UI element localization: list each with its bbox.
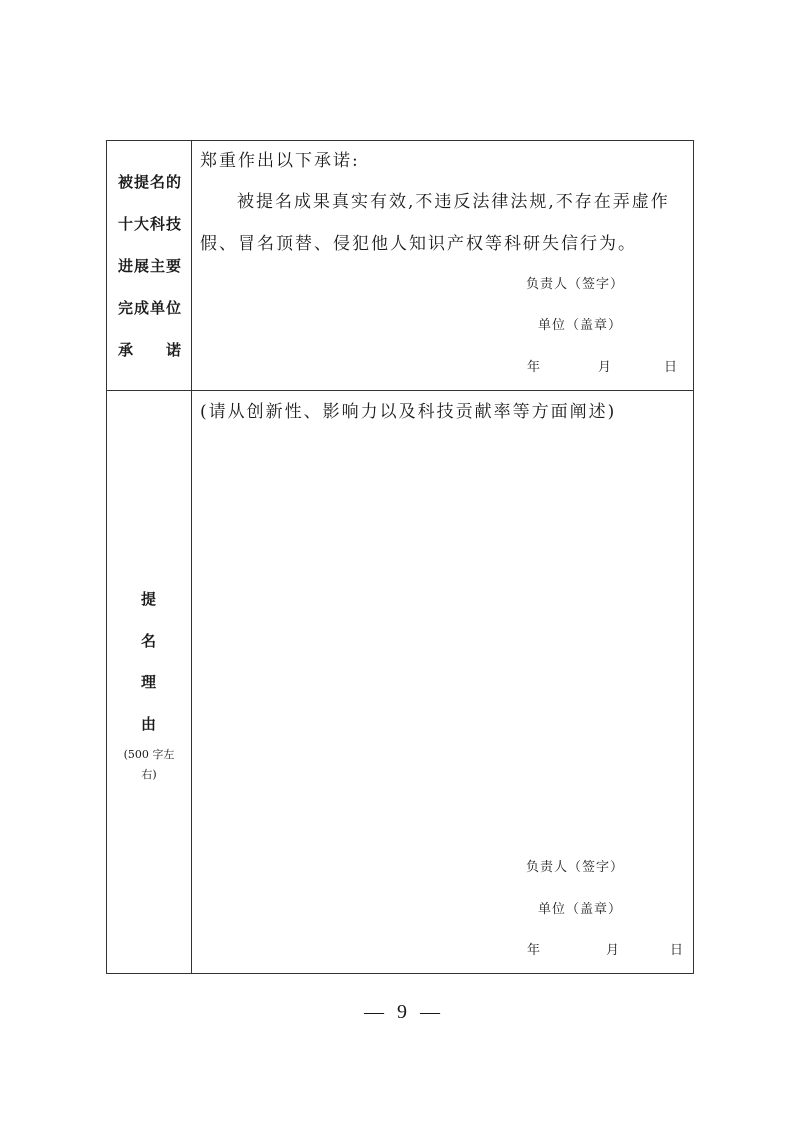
reason-label-char-3: 理 xyxy=(141,673,158,691)
table-row-divider xyxy=(106,390,694,391)
commitment-text-line-2: 假、冒名顶替、侵犯他人知识产权等科研失信行为。 xyxy=(200,234,637,254)
commitment-text-line-1: 被提名成果真实有效,不违反法律法规,不存在弄虚作 xyxy=(237,192,670,212)
reason-unit-seal-field-label: 单位（盖章） xyxy=(538,902,623,917)
reason-date-day-label: 日 xyxy=(670,943,685,958)
date-year-label: 年 xyxy=(527,360,542,375)
reason-length-note: (500 字左右) xyxy=(123,748,175,781)
commitment-label-line-5a: 承 xyxy=(118,341,135,359)
reason-label-char-2: 名 xyxy=(141,632,158,650)
signer-field-label: 负责人（签字） xyxy=(526,277,625,292)
reason-date-month-label: 月 xyxy=(606,943,621,958)
reason-label-char-1: 提 xyxy=(141,590,158,608)
table-column-divider xyxy=(191,140,192,974)
date-day-label: 日 xyxy=(664,360,679,375)
reason-date-year-label: 年 xyxy=(527,943,542,958)
commitment-label-line-2: 十大科技 xyxy=(118,215,183,233)
unit-seal-field-label: 单位（盖章） xyxy=(538,318,623,333)
reason-signer-field-label: 负责人（签字） xyxy=(526,860,625,875)
commitment-label-line-3: 进展主要 xyxy=(118,257,183,275)
reason-label-char-4: 由 xyxy=(141,715,158,733)
commitment-label-line-4: 完成单位 xyxy=(118,299,183,317)
reason-instruction: (请从创新性、影响力以及科技贡献率等方面阐述) xyxy=(200,402,617,422)
form-table xyxy=(106,140,694,974)
commitment-intro: 郑重作出以下承诺: xyxy=(200,151,360,171)
page-number: — 9 — xyxy=(364,1001,444,1023)
commitment-label-line-1: 被提名的 xyxy=(118,173,183,191)
date-month-label: 月 xyxy=(598,360,613,375)
commitment-label-line-5b: 诺 xyxy=(166,341,183,359)
